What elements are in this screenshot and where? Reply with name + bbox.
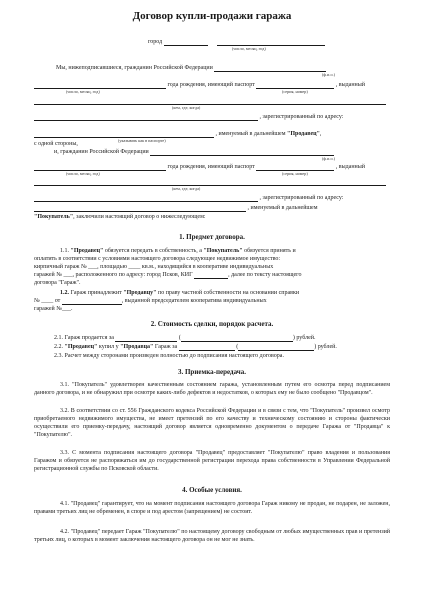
fio-caption: (ф.и.о.)	[322, 72, 335, 77]
intro-line-11	[34, 213, 206, 221]
series-caption: (серия, номер)	[282, 89, 308, 94]
s4-p2: 4.2. "Продавец" передает Гараж "Покупателю" по настоящему договору свободным от любых имущественных прав и претензий третьих лиц, о которых в момент заключения настоящего договора он не мог не знать.	[34, 529, 390, 543]
address-caption: (указывать как в паспорте)	[118, 138, 166, 143]
section-3-heading: 3. Приемка-передача.	[177, 368, 246, 376]
seller-name-blank	[214, 65, 326, 72]
kig-blank	[194, 272, 228, 279]
s2-p1: 2.1. Гараж продается за ( ) рублей.	[54, 335, 316, 341]
document-title: Договор купли-продажи гаража	[132, 10, 292, 22]
s1-p2-issued: , выданной председателем кооператива индивидуальных	[121, 298, 267, 304]
who-caption: (кем, где, когда)	[172, 105, 201, 110]
registered-text-2: , зарегистрированный по адресу:	[259, 195, 344, 201]
seller-term: "Продавец"	[287, 131, 320, 137]
s1-p2-text-2: по праву частной собственности на основании справки	[156, 290, 300, 296]
buyer-term: "Покупатель"	[34, 214, 74, 220]
s1-p2-ref: № ____ от	[34, 298, 61, 304]
section-1-heading: 1. Предмет договора.	[179, 233, 245, 241]
s3-p3: 3.3. С момента подписания настоящего договора "Продавец" предоставляет "Покупателю" право владения и пользования Гаражом и обязуется не распоряжаться им до государственной регистрации перехода права собственности в Управлении Федеральной регистрационной службы по Псковской области.	[34, 450, 390, 472]
s2-p1-text: 2.1. Гараж продается за	[54, 335, 114, 341]
section-2-heading: 2. Стоимость сделки, порядок расчета.	[150, 320, 274, 328]
intro-line-8	[34, 178, 386, 186]
s1-p1-line4	[34, 271, 301, 279]
s1-p2-text-1: Гараж принадлежит	[69, 290, 124, 296]
s1-p2-line1	[60, 289, 299, 297]
s2-p2-text-2: Гараж за	[153, 344, 178, 350]
buyer-name-blank	[150, 149, 334, 156]
s1-further-text: , далее по тексту настоящего	[228, 272, 302, 278]
s2-p2-seller: "Продавец"	[64, 344, 98, 350]
s1-p1-line2: оплатить в соответствии с условиями настоящего договора следующее недвижимое имущество:	[34, 256, 281, 262]
s1-address-text: гаражей № ___, расположенного по адресу: город Псков, КИГ	[34, 272, 193, 278]
price-words-blank-2	[238, 344, 314, 351]
fio-caption-2: (ф.и.о.)	[322, 156, 335, 161]
named-text: , именуемый в дальнейшем	[215, 131, 286, 137]
buyer-issued-by-blank	[34, 179, 386, 186]
section-4-heading: 4. Особые условия.	[182, 486, 242, 494]
s1-p2-line3: гаражей №___.	[34, 306, 73, 312]
intro-line-6	[54, 148, 334, 156]
series-caption-2: (серия, номер)	[282, 171, 308, 176]
registered-text: , зарегистрированный по адресу:	[259, 114, 344, 120]
buyer-passport-blank	[256, 164, 334, 171]
price-blank	[115, 335, 177, 342]
year-birth-text-2: года рождения, имеющий паспорт	[167, 164, 255, 170]
who-caption-2: (кем, где, когда)	[172, 186, 201, 191]
date-caption-3: (число, месяц, год)	[66, 171, 100, 176]
named-text-2: , именуемый в дальнейшем	[247, 205, 318, 211]
s1-text-1: обязуется передать в собственность, а	[103, 248, 204, 254]
intro-line-7	[34, 163, 365, 171]
concluded-text: , заключили настоящий договор о нижеследующем:	[73, 214, 206, 220]
s1-p2-line2	[34, 297, 267, 305]
date-blank	[217, 39, 325, 46]
buyer-address-blank	[34, 205, 246, 212]
s2-p2-rub: ) рублей.	[314, 344, 337, 350]
city-line	[148, 38, 325, 46]
s3-p1: 3.1. "Покупатель" удовлетворен качественным состоянием гаража, установленным путем его осмотра перед подписанием данного договора, и не обнаружил при осмотре каких-либо дефектов и недостатков, о которых ему не было сообщено "Продавцом".	[34, 382, 390, 396]
s1-text-2: обязуется принять и	[242, 248, 296, 254]
buyer-birth-blank	[34, 164, 166, 171]
s2-p3: 2.3. Расчет между сторонами произведен полностью до подписания настоящего договора.	[54, 353, 284, 359]
intro-line-1	[56, 64, 326, 72]
intro-line-9	[34, 194, 343, 202]
intro-line-5: , именуемый в дальнейшем "Продавец",	[34, 130, 321, 138]
issued-by-blank-2	[34, 114, 258, 121]
issued-text-2: , выданный	[335, 164, 365, 170]
one-side-text: с одной стороны,	[34, 141, 78, 147]
s1-seller: "Продавец"	[70, 248, 104, 254]
s1-p1-line5: договора "Гараж".	[34, 280, 81, 286]
passport-blank	[256, 82, 334, 89]
city-label: город	[148, 39, 163, 45]
issued-text: , выданный	[335, 82, 365, 88]
s1-p1-num: 1.1.	[60, 248, 69, 254]
price-words-blank	[181, 335, 293, 342]
s1-p2-num: 1.2.	[60, 290, 69, 296]
address-blank	[34, 131, 214, 138]
s2-p2-seller-2: "Продавца"	[120, 344, 154, 350]
intro-line-2	[34, 81, 365, 89]
city-blank	[164, 39, 208, 46]
s1-buyer: "Покупатель"	[203, 248, 243, 254]
s1-p2-seller: "Продавцу"	[123, 290, 157, 296]
issued-by-blank	[34, 98, 386, 105]
s2-p1-rub: ) рублей.	[292, 335, 316, 341]
s1-p1-line1	[60, 247, 296, 255]
s2-p2: 2.2. "Продавец" купил у "Продавца" Гараж за ( ) рублей.	[54, 344, 337, 350]
ref-date-blank	[62, 298, 122, 305]
year-birth-text: года рождения, имеющий паспорт	[167, 82, 255, 88]
price-blank-2	[179, 344, 235, 351]
and-citizen-text: и, гражданин Российской Федерации	[54, 149, 149, 155]
birth-blank	[34, 82, 166, 89]
s4-p1: 4.1. "Продавец" гарантирует, что на момент подписания настоящего договора Гараж никому не продан, не подарен, не заложен, правами третьих лиц не обременен, в споре и под арестом (запрещением) не состоит.	[34, 501, 390, 515]
intro-line-10	[34, 204, 318, 212]
intro-line-3	[34, 97, 386, 105]
date-caption-2: (число, месяц, год)	[66, 89, 100, 94]
intro-line-4	[34, 113, 343, 121]
date-caption: (число, месяц, год)	[232, 46, 266, 51]
buyer-issued-by-blank-2	[34, 195, 258, 202]
s1-p1-line3: кирпичный гараж № ___, площадью ____ кв.м., находящийся в кооперативе индивидуальных	[34, 264, 274, 270]
intro-text: Мы, нижеподписавшиеся, гражданин Российской Федерации	[56, 65, 213, 71]
s2-p2-num: 2.2.	[54, 344, 65, 350]
s2-p2-text: купил у	[97, 344, 121, 350]
s3-p2: 3.2. В соответствии со ст. 556 Гражданского кодекса Российской Федерации и в связи с тем, что "Покупатель" произвел осмотр приобретаемого недвижимого имущества, не имеет претензий по его качеству и техническому состоянию и стороны фактически осуществили его приемку-передачу, настоящий договор является одновременно документом о передаче Гаража от "Продавца" к "Покупателю".	[34, 408, 390, 438]
